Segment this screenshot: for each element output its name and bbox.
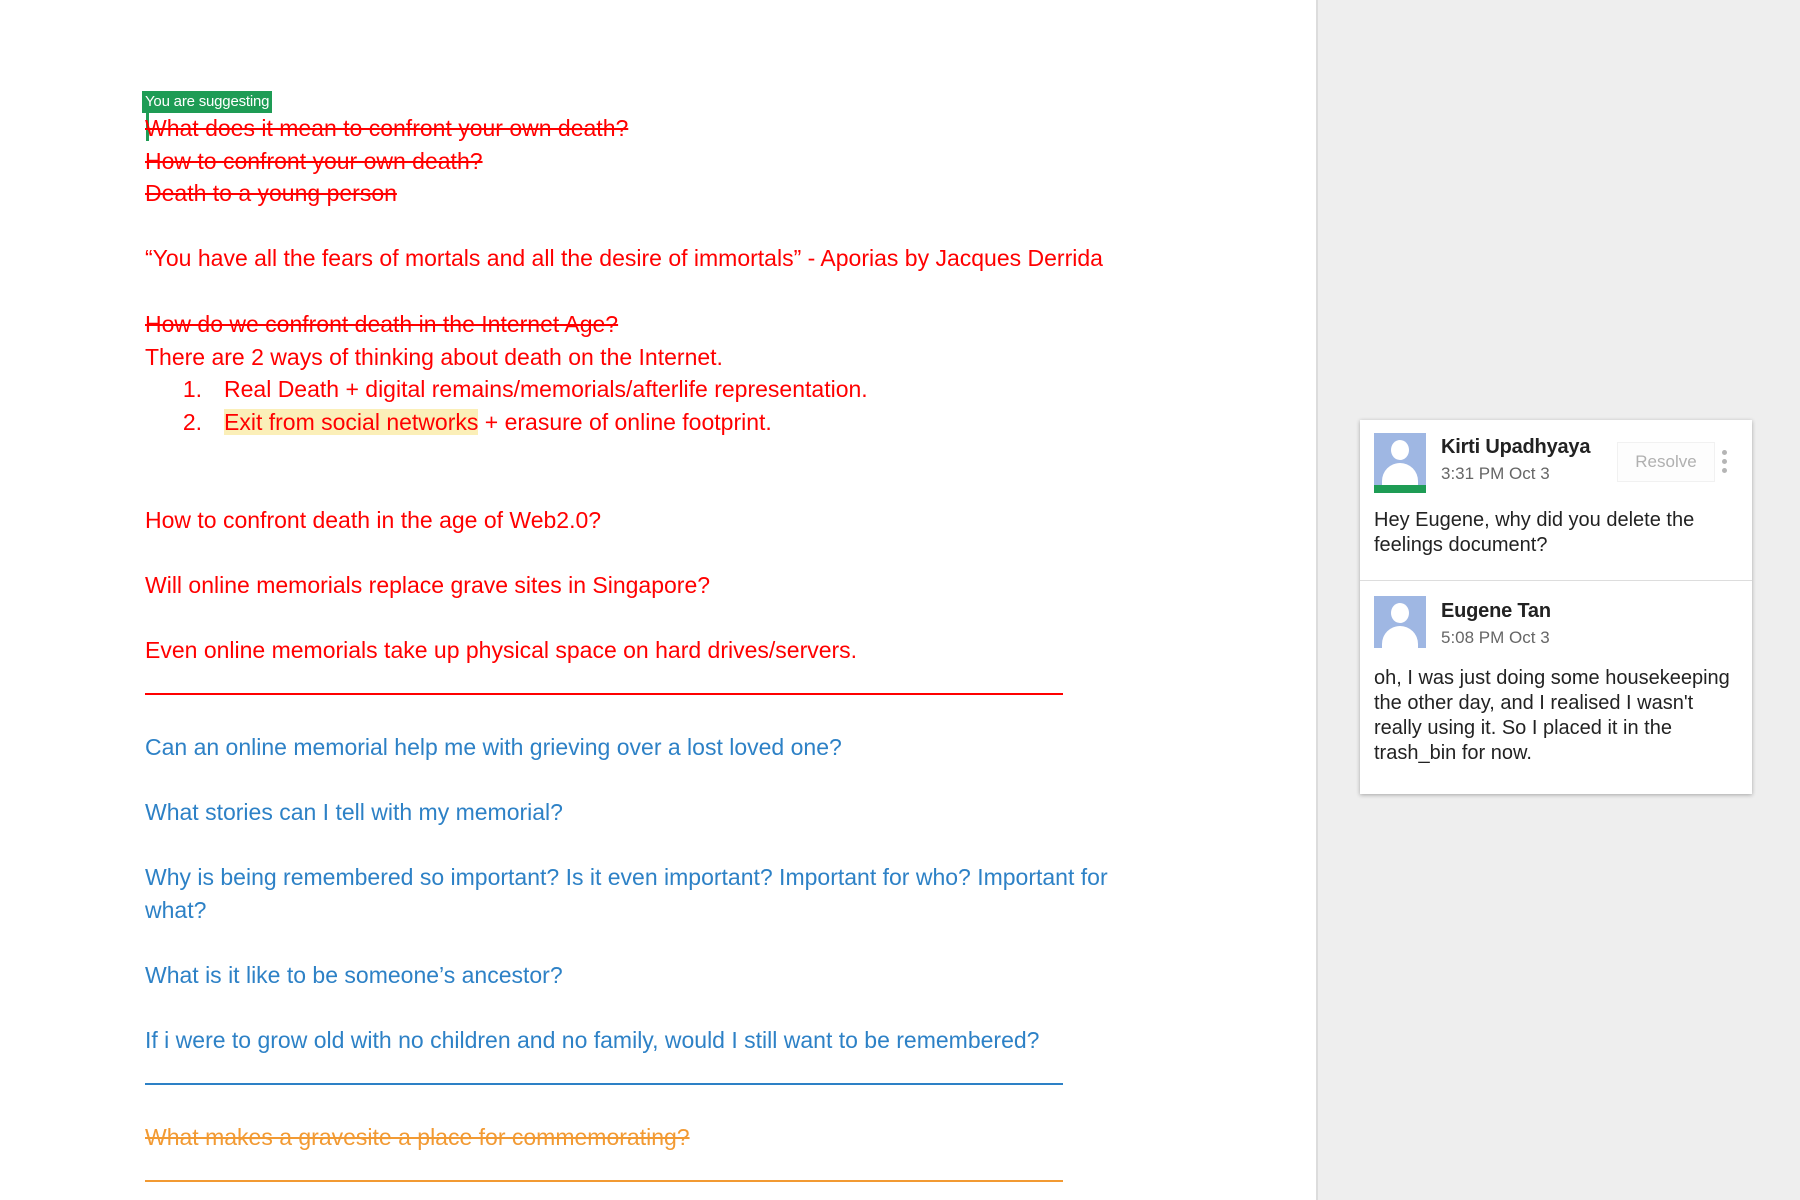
list-item-text: + erasure of online footprint. <box>478 409 772 435</box>
suggested-deletion-line[interactable]: Death to a young person <box>145 180 397 206</box>
commented-highlight[interactable]: Exit from social networks <box>224 409 479 435</box>
blue-divider-line <box>145 1083 1063 1085</box>
question-line[interactable]: Can an online memorial help me with grieving over a lost loved one? <box>145 734 842 760</box>
more-options-icon[interactable] <box>1722 450 1728 476</box>
reply-text: oh, I was just doing some housekeeping the other day, and I realised I wasn't really using it. So I placed it in the trash_bin for now. <box>1374 667 1730 764</box>
suggested-deletion-line[interactable]: What does it mean to confront your own death? <box>145 115 629 141</box>
suggesting-mode-badge: You are suggesting <box>142 91 272 113</box>
orange-divider-line <box>145 1180 1063 1182</box>
question-line[interactable]: What is it like to be someone’s ancestor? <box>145 962 563 988</box>
resolve-button[interactable]: Resolve <box>1617 442 1715 482</box>
suggested-deletion-line[interactable]: How to confront your own death? <box>145 148 483 174</box>
suggested-deletion-line[interactable]: How do we confront death in the Internet Age? <box>145 311 619 337</box>
list-number: 1. <box>182 376 202 402</box>
derrida-quote[interactable]: “You have all the fears of mortals and all the desire of immortals” - Aporias by Jacques Derrida <box>145 245 1103 271</box>
comment-author: Kirti Upadhyaya <box>1441 436 1591 458</box>
suggested-deletion-line[interactable]: What makes a gravesite a place for commemorating? <box>145 1124 690 1150</box>
comment-thread-card[interactable] <box>1360 420 1752 794</box>
red-divider-line <box>145 693 1063 695</box>
question-line[interactable]: Will online memorials replace grave sites in Singapore? <box>145 572 711 598</box>
avatar-color-bar <box>1374 485 1426 493</box>
paragraph-line[interactable]: There are 2 ways of thinking about death on the Internet. <box>145 344 723 370</box>
reply-timestamp: 5:08 PM Oct 3 <box>1441 628 1550 647</box>
comment-divider <box>1360 580 1752 581</box>
user-avatar-icon <box>1374 596 1426 648</box>
list-item[interactable] <box>162 406 772 439</box>
list-item-text: Real Death + digital remains/memorials/afterlife representation. <box>224 376 868 402</box>
comment-timestamp: 3:31 PM Oct 3 <box>1441 464 1550 483</box>
question-line[interactable]: How to confront death in the age of Web2.0? <box>145 507 602 533</box>
reply-author: Eugene Tan <box>1441 600 1551 622</box>
question-line[interactable]: Why is being remembered so important? Is it even important? Important for who? Important for what? <box>145 864 1108 923</box>
comment-text: Hey Eugene, why did you delete the feelings document? <box>1374 509 1695 556</box>
question-line[interactable]: Even online memorials take up physical space on hard drives/servers. <box>145 637 858 663</box>
question-line[interactable]: What stories can I tell with my memorial? <box>145 799 563 825</box>
list-item[interactable] <box>162 373 868 406</box>
user-avatar-icon <box>1374 433 1426 485</box>
question-line[interactable]: If i were to grow old with no children and no family, would I still want to be remembered? <box>145 1027 1040 1053</box>
list-number: 2. <box>182 409 202 435</box>
